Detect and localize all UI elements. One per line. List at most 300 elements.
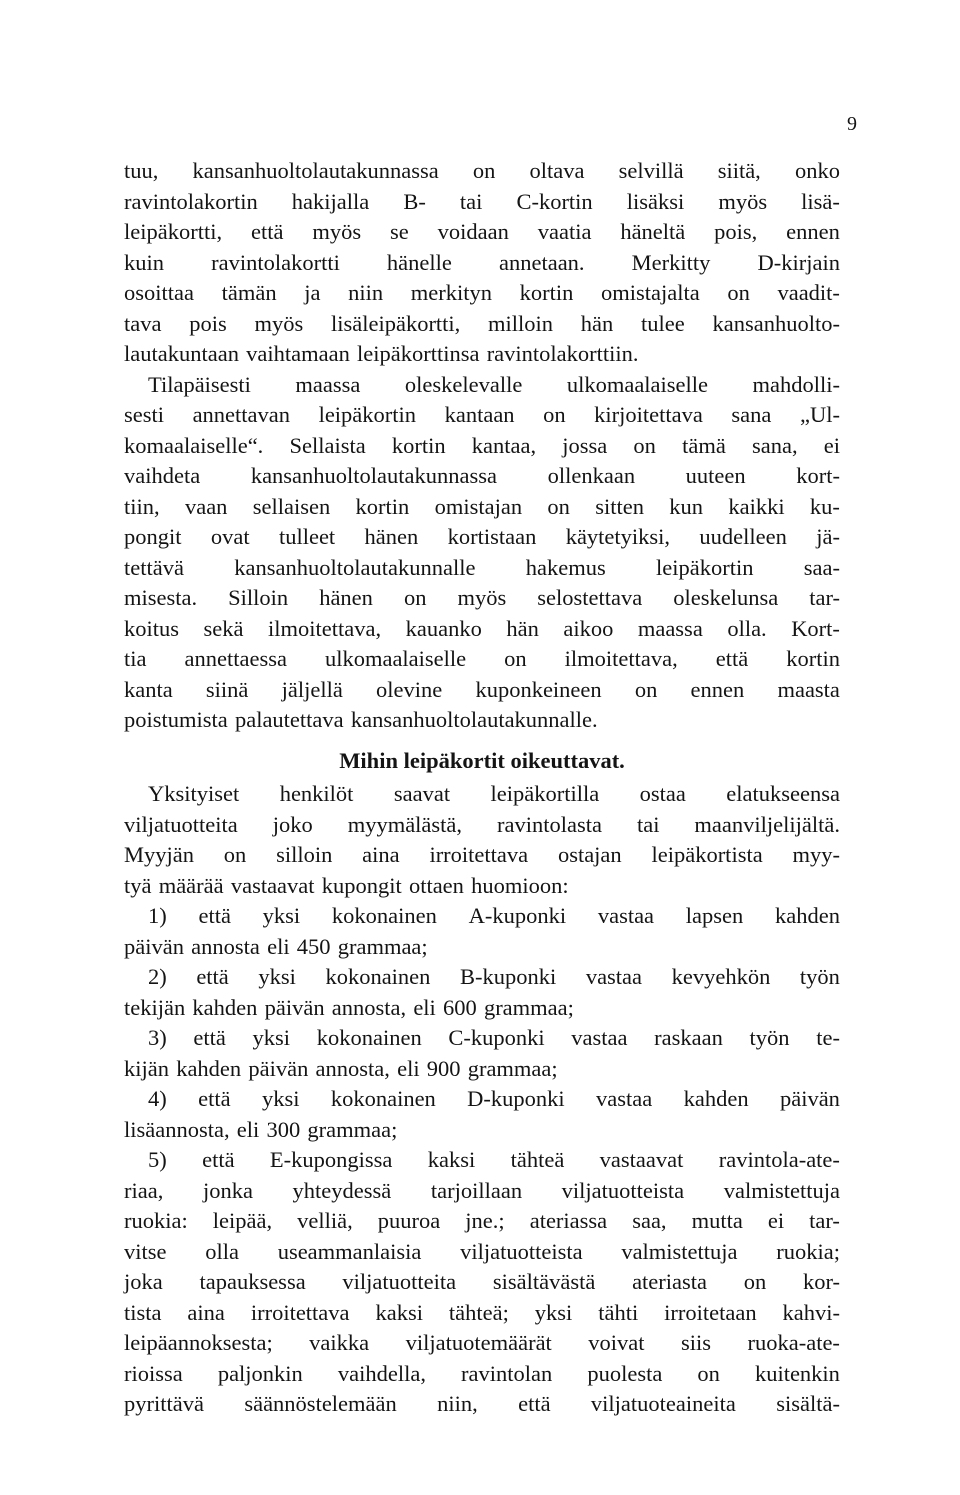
word: tava xyxy=(124,310,162,336)
text-line xyxy=(124,1389,840,1420)
word: että xyxy=(250,219,284,244)
word: tia xyxy=(124,646,147,671)
word: kahden xyxy=(774,903,840,928)
word: ruoka-ate- xyxy=(747,1330,840,1355)
word: valmistettuja xyxy=(621,1238,738,1264)
word: tämä xyxy=(682,432,726,458)
text-line xyxy=(124,522,840,553)
word: myy- xyxy=(792,842,840,867)
text-line xyxy=(124,156,840,187)
word: lisä- xyxy=(801,188,840,214)
word: tapauksessa xyxy=(199,1269,306,1294)
word: pois xyxy=(189,310,227,336)
word: leipäkorttinsa xyxy=(357,341,480,366)
word: palautettava xyxy=(234,707,344,732)
word: Kort- xyxy=(791,615,840,641)
list-item xyxy=(124,1023,840,1084)
word: oleskelunsa xyxy=(673,585,779,610)
word: ennen xyxy=(786,219,840,244)
word: leipää, xyxy=(212,1208,273,1233)
word: vaikka xyxy=(309,1330,370,1355)
word: puuroa xyxy=(377,1208,441,1233)
word: vastaa xyxy=(585,964,643,989)
word: tyä xyxy=(124,872,152,898)
word: vastaa xyxy=(596,1086,653,1111)
word: merkityn xyxy=(410,280,492,305)
word: hakemus xyxy=(525,554,606,580)
text-line xyxy=(124,779,840,810)
word: kahvi- xyxy=(782,1299,840,1325)
text-line xyxy=(124,187,840,218)
text-line xyxy=(124,461,840,492)
word: kauanko xyxy=(405,615,482,641)
text-line xyxy=(124,1267,840,1298)
word: se xyxy=(389,219,409,244)
word: omistajan xyxy=(434,493,523,519)
word: tulee xyxy=(641,310,685,336)
word: myymälästä, xyxy=(347,811,463,837)
word: kortin xyxy=(519,280,574,305)
word: irroitetaan xyxy=(664,1299,757,1325)
paragraph xyxy=(124,779,840,901)
word: 900 xyxy=(426,1055,461,1081)
word: leipäannoksesta; xyxy=(124,1330,273,1355)
word: että xyxy=(193,1025,226,1050)
word: on xyxy=(697,1360,720,1386)
text-line xyxy=(124,1328,840,1359)
word: ostajan xyxy=(557,842,622,867)
word: kaikki xyxy=(728,493,785,519)
word: ei xyxy=(823,432,840,458)
word: ollenkaan xyxy=(547,463,636,488)
word: Merkitty xyxy=(631,249,711,275)
page-number: 9 xyxy=(847,113,857,135)
word: kansanhuoltolautakunnalle xyxy=(234,554,476,580)
word: leipäkortin xyxy=(318,402,417,427)
list-item xyxy=(124,1084,840,1145)
text-line xyxy=(124,1176,840,1207)
word: onko xyxy=(794,158,840,183)
text-line xyxy=(124,1023,840,1054)
word: grammaa; xyxy=(307,1116,398,1142)
word: kaksi xyxy=(427,1147,476,1172)
word: maasta xyxy=(777,676,840,702)
word: kirjoitettava xyxy=(594,402,703,427)
word: viljatuoteaineita xyxy=(590,1391,736,1416)
word: rioissa xyxy=(124,1360,183,1386)
word: tiin, xyxy=(124,493,160,519)
text-line xyxy=(124,1206,840,1237)
word: on xyxy=(504,646,527,671)
word: annetaan. xyxy=(498,249,585,275)
word: ravintolakortti xyxy=(211,249,340,275)
word: vaihdeta xyxy=(124,463,201,488)
word: yksi xyxy=(261,1086,300,1111)
word: annosta, xyxy=(315,1055,390,1081)
text-line xyxy=(124,810,840,841)
word: tämän xyxy=(221,280,277,305)
word: kort- xyxy=(796,463,840,488)
word: kun xyxy=(669,493,704,519)
word: Sellaista xyxy=(289,432,366,458)
word: 3) xyxy=(148,1025,167,1050)
word: hän xyxy=(580,310,614,336)
text-line xyxy=(124,370,840,401)
word: omistajalta xyxy=(600,280,700,305)
word: saa- xyxy=(803,554,840,580)
word: D-kuponki xyxy=(467,1086,565,1111)
word: voivat xyxy=(588,1330,645,1355)
word: 300 xyxy=(266,1116,301,1142)
word: myös xyxy=(457,585,507,610)
word: maassa xyxy=(637,615,703,641)
word: 450 xyxy=(296,933,331,959)
word: säännöstelemään xyxy=(244,1391,397,1416)
word: vaatia xyxy=(537,219,592,244)
word: vaadit- xyxy=(777,280,840,305)
text-line xyxy=(124,644,840,675)
word: hänelle xyxy=(386,249,452,275)
word: että xyxy=(198,903,231,928)
word: yksi xyxy=(252,1025,291,1050)
word: olla. xyxy=(727,615,767,641)
word: viljatuotteita xyxy=(342,1269,457,1294)
word: on xyxy=(743,1269,767,1294)
word: B- xyxy=(403,188,426,214)
word: päivän xyxy=(248,1055,309,1081)
word: koitus xyxy=(124,615,180,641)
word: lisäksi xyxy=(626,188,685,214)
word: saa, xyxy=(632,1208,667,1233)
text-line xyxy=(124,1084,840,1115)
paragraph xyxy=(124,370,840,736)
word: maanviljelijältä. xyxy=(694,811,840,837)
word: ravintolasta xyxy=(497,811,602,837)
word: kortin xyxy=(391,432,446,458)
word: ruokia; xyxy=(776,1238,840,1264)
word: ulkomaalaiselle xyxy=(324,646,467,671)
text-line xyxy=(124,614,840,645)
text-line xyxy=(124,901,840,932)
word: kuponkeineen xyxy=(475,676,602,702)
text-line xyxy=(124,400,840,431)
word: leipäkortti, xyxy=(124,219,223,244)
word: kortin xyxy=(786,646,840,671)
word: kor- xyxy=(802,1269,840,1294)
word: tekijän xyxy=(124,994,186,1020)
word: osoittaa xyxy=(124,280,194,305)
word: että xyxy=(202,1147,235,1172)
word: milloin xyxy=(488,310,554,336)
word: on xyxy=(472,158,496,183)
word: kanta xyxy=(124,676,173,702)
word: A-kuponki xyxy=(468,903,567,928)
text-line xyxy=(124,675,840,706)
word: päivän xyxy=(779,1086,840,1111)
text-line xyxy=(124,553,840,584)
word: puolesta xyxy=(587,1360,663,1386)
word: vaan xyxy=(184,493,228,519)
word: kansanhuoltolautakunnassa xyxy=(192,158,439,183)
word: siitä, xyxy=(717,158,761,183)
word: työn xyxy=(799,964,840,989)
word: että xyxy=(198,1086,231,1111)
word: C-kortin xyxy=(516,188,593,214)
word: sesti xyxy=(124,402,165,427)
text-line xyxy=(124,1298,840,1329)
word: on xyxy=(547,493,570,519)
word: ja xyxy=(304,280,321,305)
word: siis xyxy=(681,1330,712,1355)
word: vastaa xyxy=(597,903,655,928)
word: viljatuotemäärät xyxy=(405,1330,552,1355)
word: aina xyxy=(187,1299,225,1325)
word: on xyxy=(223,842,247,867)
word: lisäannosta, xyxy=(124,1116,230,1142)
word: siinä xyxy=(205,676,249,702)
word: D-kirjain xyxy=(757,249,840,275)
word: kahden xyxy=(176,1055,242,1081)
word: grammaa; xyxy=(467,1055,558,1081)
text-line xyxy=(124,492,840,523)
text-line xyxy=(124,932,840,963)
word: kortistaan xyxy=(447,524,537,549)
section-heading: Mihin leipäkortit oikeuttavat. xyxy=(339,747,625,773)
text-line xyxy=(124,583,840,614)
word: vastaa xyxy=(571,1025,628,1050)
word: että xyxy=(196,964,229,989)
word: leipäkortin xyxy=(655,554,754,580)
word: Yksityiset xyxy=(148,781,240,806)
word: selvillä xyxy=(618,158,684,183)
word: ateriassa xyxy=(529,1208,608,1233)
text-line xyxy=(124,1115,840,1146)
text-line xyxy=(124,1145,840,1176)
word: niin, xyxy=(437,1391,478,1416)
word: sekä xyxy=(203,615,244,641)
word: yksi xyxy=(258,964,296,989)
word: hänen xyxy=(364,524,419,549)
word: tai xyxy=(459,188,483,214)
text-column xyxy=(124,156,840,1420)
word: B-kuponki xyxy=(459,964,557,989)
word: tähti xyxy=(598,1299,639,1325)
word: yksi xyxy=(534,1299,573,1325)
word: ravintola-ate- xyxy=(718,1147,840,1172)
word: tar- xyxy=(809,585,840,610)
word: C-kuponki xyxy=(448,1025,545,1050)
word: tettävä xyxy=(124,554,184,580)
word: te- xyxy=(816,1025,840,1050)
text-line xyxy=(124,278,840,309)
text-line xyxy=(124,1054,840,1085)
word: työn xyxy=(749,1025,790,1050)
word: eli xyxy=(267,933,290,959)
text-line xyxy=(124,962,840,993)
word: sitten xyxy=(595,493,644,519)
word: voidaan xyxy=(437,219,509,244)
word: pois, xyxy=(714,219,758,244)
word: selostettava xyxy=(537,585,643,610)
word: kuin xyxy=(124,249,165,275)
word: käytetyiksi, xyxy=(565,524,671,549)
word: kokonainen xyxy=(330,1086,436,1111)
word: on xyxy=(633,432,656,458)
word: että xyxy=(715,646,749,671)
word: aikoo xyxy=(563,615,614,641)
word: kokonainen xyxy=(325,964,431,989)
word: on xyxy=(543,402,566,427)
text-line xyxy=(124,217,840,248)
word: myös xyxy=(254,310,304,336)
word: sana xyxy=(731,402,772,427)
word: 5) xyxy=(148,1147,167,1172)
word: ei xyxy=(767,1208,785,1233)
list-item xyxy=(124,962,840,1023)
word: kansanhuolto- xyxy=(712,310,840,336)
word: ilmoitettava, xyxy=(268,615,382,641)
word: myös xyxy=(312,219,362,244)
word: ateriasta xyxy=(632,1269,708,1294)
word: ruokia: xyxy=(124,1208,188,1233)
word: vitse xyxy=(124,1238,167,1264)
word: riaa, xyxy=(124,1177,164,1203)
word: tuu, xyxy=(124,158,159,183)
word: „Ul- xyxy=(799,402,840,427)
word: oleskelevalle xyxy=(404,371,523,397)
word: jonka xyxy=(202,1177,253,1203)
word: pyrittävä xyxy=(124,1391,204,1416)
text-line xyxy=(124,871,840,902)
word: tähteä; xyxy=(448,1299,509,1325)
word: huomioon: xyxy=(471,872,569,898)
word: Myyjän xyxy=(124,842,194,867)
word: jäljellä xyxy=(281,676,343,702)
word: vaihtamaan xyxy=(246,341,350,366)
word: uudelleen xyxy=(699,524,787,549)
word: leipäkortista xyxy=(651,842,763,867)
word: annosta xyxy=(191,933,260,959)
word: päivän xyxy=(264,994,325,1020)
word: Tilapäisesti xyxy=(148,371,251,397)
word: on xyxy=(727,280,750,305)
word: kijän xyxy=(124,1055,169,1081)
word: mahdolli- xyxy=(752,371,840,397)
word: grammaa; xyxy=(483,994,574,1020)
word: sana, xyxy=(751,432,798,458)
word: viljatuotteista xyxy=(561,1177,685,1203)
word: 4) xyxy=(148,1086,167,1111)
word: sisältävästä xyxy=(492,1269,596,1294)
word: ravintolakortin xyxy=(124,188,258,214)
word: kansanhuoltolautakunnalle. xyxy=(350,707,598,732)
word: kortin xyxy=(355,493,410,519)
word: niin xyxy=(348,280,384,305)
word: ku- xyxy=(809,493,840,519)
word: saavat xyxy=(393,781,451,806)
word: vastaavat xyxy=(599,1147,684,1172)
word: valmistettuja xyxy=(723,1177,840,1203)
word: yksi xyxy=(262,903,301,928)
word: mutta xyxy=(691,1208,743,1233)
word: sisältä- xyxy=(776,1391,840,1416)
word: tista xyxy=(124,1299,162,1325)
word: on xyxy=(634,676,658,702)
text-line xyxy=(124,309,840,340)
word: sellaisen xyxy=(252,493,331,519)
word: annosta, xyxy=(331,994,407,1020)
list-item xyxy=(124,1145,840,1420)
word: raskaan xyxy=(654,1025,723,1050)
word: yhteydessä xyxy=(292,1177,392,1203)
word: annettaessa xyxy=(184,646,287,671)
word: ottaen xyxy=(408,872,464,898)
word: annettavan xyxy=(192,402,291,427)
word: olevine xyxy=(376,676,443,702)
word: ovat xyxy=(210,524,250,549)
word: kantaa, xyxy=(471,432,537,458)
word: että xyxy=(518,1391,551,1416)
word: irroitettava xyxy=(250,1299,350,1325)
word: ilmoitettava, xyxy=(564,646,678,671)
word: eli xyxy=(413,994,436,1020)
word: jne.; xyxy=(465,1208,505,1233)
word: 2) xyxy=(148,964,167,989)
text-line xyxy=(124,248,840,279)
word: grammaa; xyxy=(337,933,428,959)
word: irroitettava xyxy=(429,842,529,867)
word: oltava xyxy=(529,158,585,183)
word: kokonainen xyxy=(331,903,437,928)
text-line xyxy=(124,431,840,462)
word: hakijalla xyxy=(291,188,370,214)
text-line xyxy=(124,840,840,871)
word: olla xyxy=(205,1238,239,1264)
word: kahden xyxy=(192,994,258,1020)
word: tähteä xyxy=(510,1147,565,1172)
word: viljatuotteista xyxy=(460,1238,583,1264)
word: määrää xyxy=(158,872,224,898)
word: eli xyxy=(236,1116,260,1142)
word: viljatuotteita xyxy=(124,811,238,837)
word: kaksi xyxy=(375,1299,423,1325)
word: Silloin xyxy=(228,585,289,610)
text-line xyxy=(124,1359,840,1390)
word: maassa xyxy=(295,371,361,397)
word: on xyxy=(403,585,427,610)
word: E-kupongissa xyxy=(269,1147,393,1172)
word: 1) xyxy=(148,903,167,928)
word: tulleet xyxy=(278,524,336,549)
word: vastaavat xyxy=(230,872,315,898)
word: ostaa xyxy=(639,781,686,806)
word: uuteen xyxy=(685,463,746,488)
word: kansanhuoltolautakunnassa xyxy=(250,463,498,488)
word: kevyehkön xyxy=(671,964,771,989)
word: poistumista xyxy=(124,707,228,732)
word: myös xyxy=(718,188,768,214)
word: eli xyxy=(397,1055,420,1081)
text-line xyxy=(124,1237,840,1268)
word: aina xyxy=(362,842,400,867)
word: misesta. xyxy=(124,585,198,610)
word: ulkomaalaiselle xyxy=(566,371,709,397)
word: vaihdella, xyxy=(337,1360,426,1386)
word: kokonainen xyxy=(316,1025,422,1050)
word: tarjoillaan xyxy=(430,1177,523,1203)
word: hänen xyxy=(319,585,373,610)
word: häneltä xyxy=(620,219,686,244)
